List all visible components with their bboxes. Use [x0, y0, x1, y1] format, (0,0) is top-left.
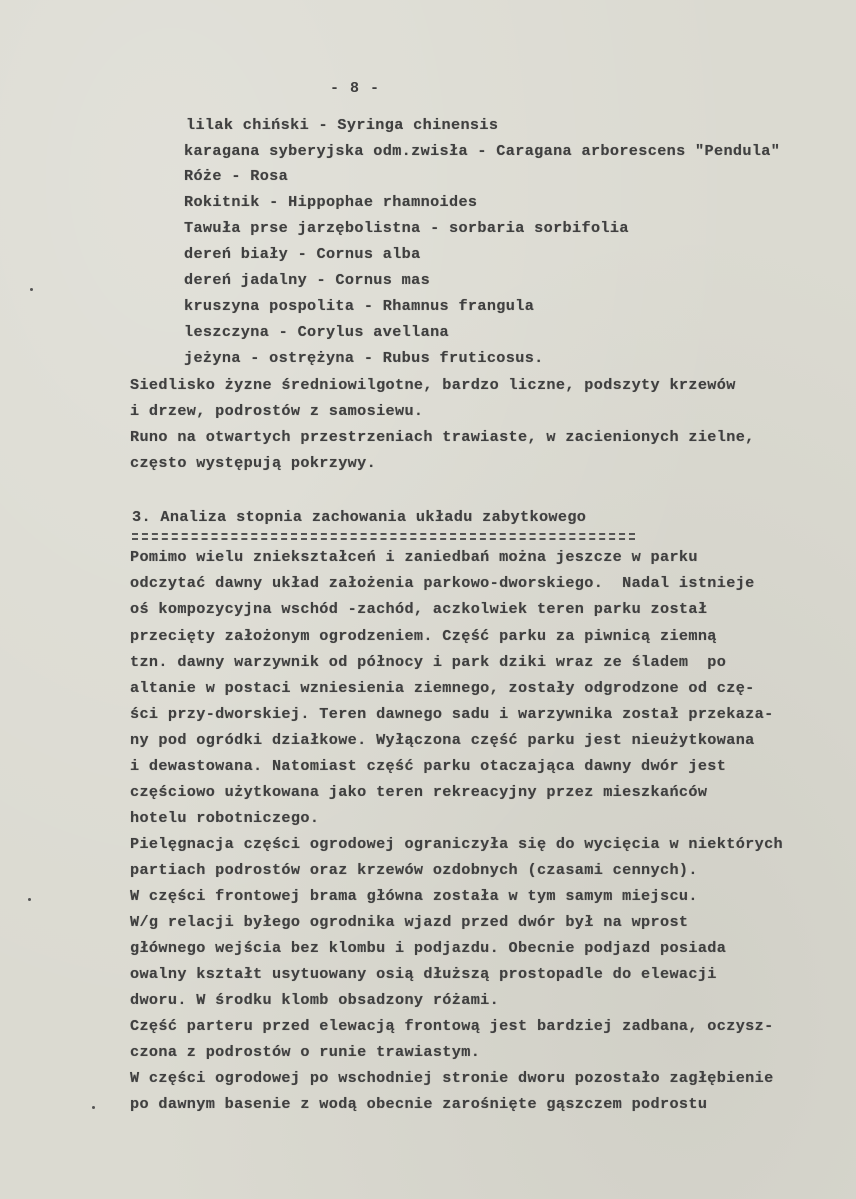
body-line: ści przy-dworskiej. Teren dawnego sadu i warzywnika został przekaza-: [130, 705, 774, 723]
body-line: głównego wejścia bez klombu i podjazdu. Obecnie podjazd posiada: [130, 939, 727, 957]
body-line: przecięty założonym ogrodzeniem. Część parku za piwnicą ziemną: [130, 627, 717, 645]
species-line: leszczyna - Corylus avellana: [184, 323, 449, 341]
body-line: Część parteru przed elewacją frontową jest bardziej zadbana, oczysz-: [130, 1017, 774, 1035]
section-heading: 3. Analiza stopnia zachowania układu zabytkowego: [132, 508, 587, 526]
body-line: hotelu robotniczego.: [130, 809, 320, 827]
margin-speck: [30, 288, 33, 291]
species-line: dereń jadalny - Cornus mas: [184, 271, 431, 289]
margin-speck: [92, 1106, 95, 1109]
species-line: jeżyna - ostrężyna - Rubus fruticosus.: [184, 349, 544, 367]
body-line: dworu. W środku klomb obsadzony różami.: [130, 991, 500, 1009]
body-line: częściowo użytkowana jako teren rekreacyjny przez mieszkańców: [130, 783, 708, 801]
body-line: ny pod ogródki działkowe. Wyłączona część parku jest nieużytkowana: [130, 731, 755, 749]
body-line: altanie w postaci wzniesienia ziemnego, zostały odgrodzone od czę-: [130, 679, 755, 697]
habitat-line: często występują pokrzywy.: [130, 454, 377, 472]
species-line: dereń biały - Cornus alba: [184, 245, 421, 263]
body-line: partiach podrostów oraz krzewów ozdobnych (czasami cennych).: [130, 861, 698, 879]
body-line: odczytać dawny układ założenia parkowo-dworskiego. Nadal istnieje: [130, 574, 755, 592]
body-line: owalny kształt usytuowany osią dłuższą prostopadle do elewacji: [130, 965, 717, 983]
habitat-line: Runo na otwartych przestrzeniach trawiaste, w zacienionych zielne,: [130, 428, 755, 446]
body-line: Pielęgnacja części ogrodowej ograniczyła się do wycięcia w niektórych: [130, 835, 784, 853]
margin-speck: [28, 898, 31, 901]
body-line: Pomimo wielu zniekształceń i zaniedbań można jeszcze w parku: [130, 548, 698, 566]
species-line: Tawuła prse jarzębolistna - sorbaria sorbifolia: [184, 219, 629, 237]
body-line: W części ogrodowej po wschodniej stronie dworu pozostało zagłębienie: [130, 1069, 774, 1087]
body-line: tzn. dawny warzywnik od północy i park dziki wraz ze śladem po: [130, 653, 727, 671]
species-line: Rokitnik - Hippophae rhamnoides: [184, 193, 478, 211]
body-line: po dawnym basenie z wodą obecnie zarośnięte gąszczem podrostu: [130, 1095, 708, 1113]
body-line: W części frontowej brama główna została w tym samym miejscu.: [130, 887, 698, 905]
heading-double-underline: [132, 533, 635, 540]
species-line: Róże - Rosa: [184, 167, 289, 185]
body-line: W/g relacji byłego ogrodnika wjazd przed dwór był na wprost: [130, 913, 689, 931]
species-line: lilak chiński - Syringa chinensis: [186, 116, 499, 134]
body-line: i dewastowana. Natomiast część parku otaczająca dawny dwór jest: [130, 757, 727, 775]
habitat-line: Siedlisko żyzne średniowilgotne, bardzo liczne, podszyty krzewów: [130, 376, 736, 394]
page-number: - 8 -: [330, 80, 381, 97]
body-line: czona z podrostów o runie trawiastym.: [130, 1043, 481, 1061]
species-line: karagana syberyjska odm.zwisła - Caragana arborescens "Pendula": [184, 142, 781, 160]
species-line: kruszyna pospolita - Rhamnus frangula: [184, 297, 535, 315]
habitat-line: i drzew, podrostów z samosiewu.: [130, 402, 424, 420]
body-line: oś kompozycyjna wschód -zachód, aczkolwiek teren parku został: [130, 600, 708, 618]
